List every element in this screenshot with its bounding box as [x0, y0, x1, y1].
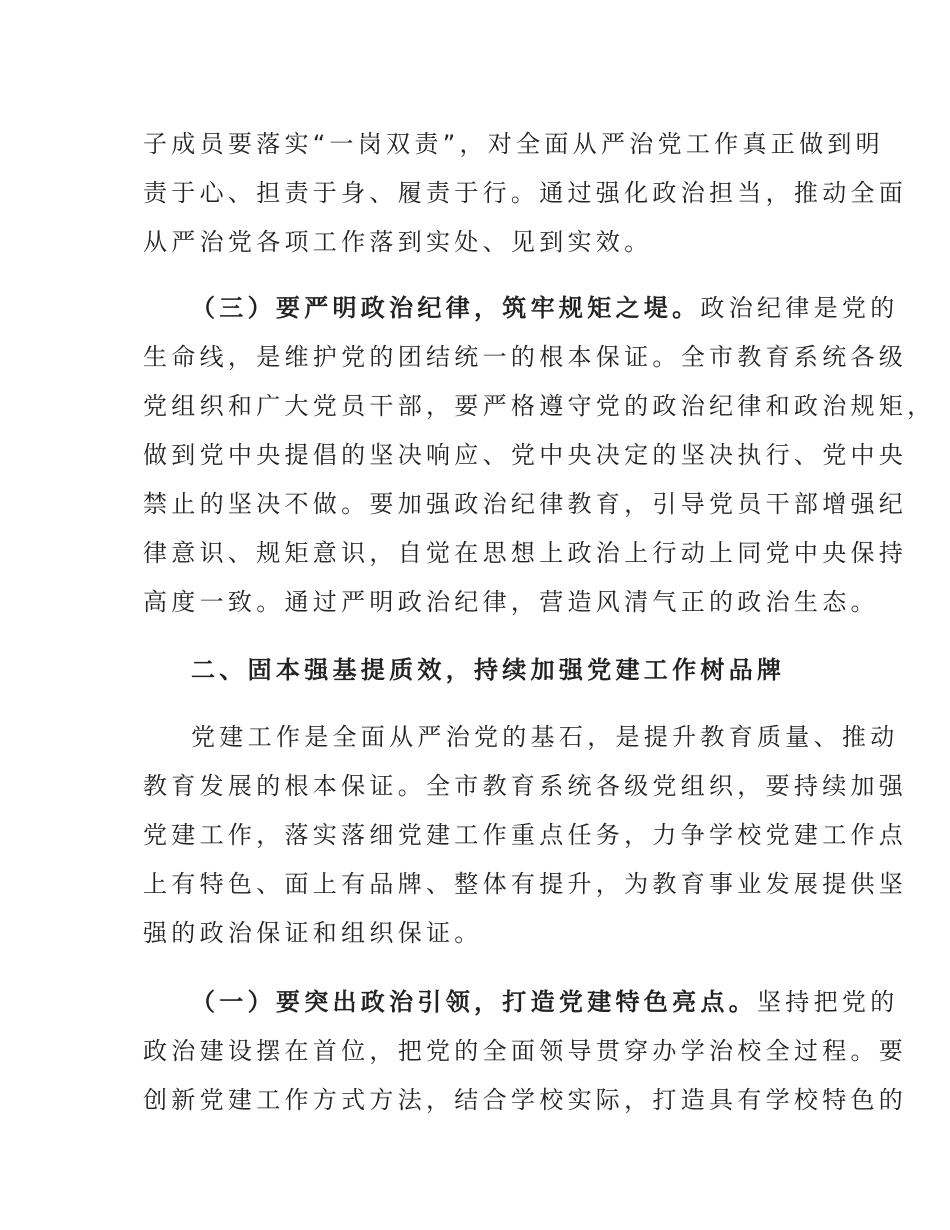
- body-line: 教育发展的根本保证。全市教育系统各级党组织，要持续加强: [143, 772, 908, 800]
- section-heading: 二、固本强基提质效，持续加强党建工作树品牌: [191, 656, 786, 684]
- body-line: 创新党建工作方式方法，结合学校实际，打造具有学校特色的: [143, 1086, 908, 1114]
- body-line: 做到党中央提倡的坚决响应、党中央决定的坚决执行、党中央: [143, 441, 908, 469]
- body-line: 生命线，是维护党的团结统一的根本保证。全市教育系统各级: [143, 343, 908, 371]
- body-line: 党组织和广大党员干部，要严格遵守党的政治纪律和政治规矩，: [143, 392, 936, 420]
- subsection-heading: （三）要严明政治纪律，筑牢规矩之堤。: [191, 294, 701, 322]
- body-line: 高度一致。通过严明政治纪律，营造风清气正的政治生态。: [143, 588, 879, 616]
- body-line: 子成员要落实“一岗双责”，对全面从严治党工作真正做到明: [143, 130, 884, 158]
- subsection-heading: （一）要突出政治引领，打造党建特色亮点。: [191, 988, 757, 1016]
- body-line: 党建工作，落实落细党建工作重点任务，力争学校党建工作点: [143, 821, 908, 849]
- body-line: 禁止的坚决不做。要加强政治纪律教育，引导党员干部增强纪: [143, 490, 908, 518]
- body-line: 党建工作是全面从严治党的基石，是提升教育质量、推动: [191, 723, 899, 751]
- body-line: 责于心、担责于身、履责于行。通过强化政治担当，推动全面: [143, 179, 908, 207]
- body-text: 坚持把党的: [757, 988, 899, 1016]
- body-text: 政治纪律是党的: [700, 294, 899, 322]
- body-line: 政治建设摆在首位，把党的全面领导贯穿办学治校全过程。要: [143, 1037, 908, 1065]
- section-heading-line: [191, 293, 899, 323]
- body-line: 强的政治保证和组织保证。: [143, 919, 483, 947]
- body-line: 律意识、规矩意识，自觉在思想上政治上行动上同党中央保持: [143, 539, 908, 567]
- section-heading-line: [191, 987, 899, 1017]
- body-line: 上有特色、面上有品牌、整体有提升，为教育事业发展提供坚: [143, 870, 908, 898]
- body-line: 从严治党各项工作落到实处、见到实效。: [143, 228, 653, 256]
